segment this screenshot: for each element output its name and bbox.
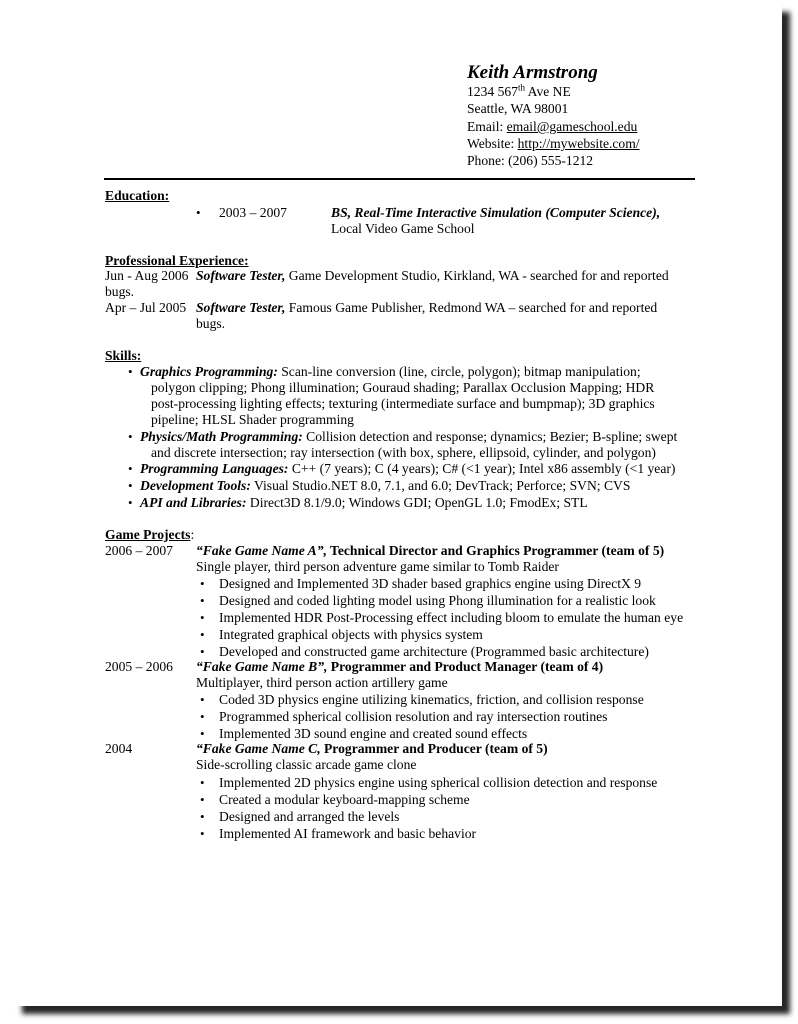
project-summary: Single player, third person adventure game similar to Tomb Raider [196, 559, 559, 574]
bullet: • [128, 364, 133, 379]
skill-graphics-cont: post-processing lighting effects; texturing (intermediate surface and bumpmap); 3D graphics [151, 396, 655, 411]
header-divider [104, 178, 695, 180]
skill-tools: Development Tools: Visual Studio.NET 8.0, 7.1, and 6.0; DevTrack; Perforce; SVN; CVS [140, 478, 631, 493]
education-years: 2003 – 2007 [219, 205, 287, 220]
project-years: 2005 – 2006 [105, 659, 173, 674]
address-line: 1234 567th Ave NE [467, 82, 571, 99]
email-link[interactable]: email@gameschool.edu [506, 119, 638, 134]
bullet: • [200, 775, 205, 790]
project-bullet: Developed and constructed game architecture (Programmed basic architecture) [219, 644, 649, 659]
skill-physics: Physics/Math Programming: Collision detection and response; dynamics; Bezier; B-spline; swept [140, 429, 678, 444]
project-bullet: Implemented HDR Post-Processing effect including bloom to emulate the human eye [219, 610, 684, 625]
job-line: Software Tester, Famous Game Publisher, Redmond WA – searched for and reported [196, 300, 658, 315]
job-line-cont: bugs. [196, 316, 226, 331]
project-bullet: Implemented AI framework and basic behavior [219, 826, 477, 841]
project-summary: Multiplayer, third person action artillery game [196, 675, 448, 690]
project-bullet: Implemented 3D sound engine and created sound effects [219, 726, 528, 741]
experience-heading: Professional Experience: [105, 253, 249, 268]
bullet: • [128, 495, 133, 510]
project-years: 2004 [105, 741, 133, 756]
education-degree: BS, Real-Time Interactive Simulation (Computer Science), [331, 205, 661, 220]
skill-languages: Programming Languages: C++ (7 years); C (4 years); C# (<1 year); Intel x86 assembly (<1 year) [140, 461, 676, 476]
education-school: Local Video Game School [331, 221, 475, 236]
project-title: “Fake Game Name C, Programmer and Producer (team of 5) [196, 741, 548, 756]
project-bullet: Integrated graphical objects with physics system [219, 627, 483, 642]
job-dates: Jun - Aug 2006 [105, 268, 189, 283]
bullet: • [128, 461, 133, 476]
education-heading: Education: [105, 188, 170, 203]
bullet: • [128, 429, 133, 444]
project-bullet: Programmed spherical collision resolution and ray intersection routines [219, 709, 608, 724]
job-line: Software Tester, Game Development Studio, Kirkland, WA - searched for and reported [196, 268, 669, 283]
candidate-name: Keith Armstrong [467, 62, 598, 83]
bullet: • [196, 205, 201, 220]
city-line: Seattle, WA 98001 [467, 101, 569, 116]
skill-graphics-cont: pipeline; HLSL Shader programming [151, 412, 354, 427]
bullet: • [200, 576, 205, 591]
job-dates: Apr – Jul 2005 [105, 300, 187, 315]
bullet: • [200, 692, 205, 707]
project-bullet: Designed and arranged the levels [219, 809, 400, 824]
project-bullet: Coded 3D physics engine utilizing kinematics, friction, and collision response [219, 692, 644, 707]
bullet: • [200, 610, 205, 625]
website-line: Website: http://mywebsite.com/ [467, 136, 640, 151]
project-summary: Side-scrolling classic arcade game clone [196, 757, 417, 772]
project-bullet: Designed and coded lighting model using Phong illumination for a realistic look [219, 593, 656, 608]
bullet: • [200, 809, 205, 824]
bullet: • [200, 826, 205, 841]
skill-graphics: Graphics Programming: Scan-line conversion (line, circle, polygon); bitmap manipulation; [140, 364, 641, 379]
project-bullet: Designed and Implemented 3D shader based graphics engine using DirectX 9 [219, 576, 642, 591]
bullet: • [200, 593, 205, 608]
bullet: • [200, 627, 205, 642]
website-link[interactable]: http://mywebsite.com/ [517, 136, 640, 151]
project-bullet: Implemented 2D physics engine using spherical collision detection and response [219, 775, 658, 790]
project-title: “Fake Game Name A”, Technical Director and Graphics Programmer (team of 5) [196, 543, 665, 558]
bullet: • [200, 726, 205, 741]
skills-heading: Skills: [105, 348, 142, 363]
skill-graphics-cont: polygon clipping; Phong illumination; Gouraud shading; Parallax Occlusion Mapping; HDR [151, 380, 655, 395]
bullet: • [128, 478, 133, 493]
bullet: • [200, 792, 205, 807]
email-line: Email: email@gameschool.edu [467, 119, 638, 134]
job-line-cont: bugs. [105, 284, 135, 299]
projects-heading: Game Projects: [105, 527, 195, 542]
project-years: 2006 – 2007 [105, 543, 173, 558]
skill-api: API and Libraries: Direct3D 8.1/9.0; Windows GDI; OpenGL 1.0; FmodEx; STL [140, 495, 588, 510]
bullet: • [200, 709, 205, 724]
project-title: “Fake Game Name B”, Programmer and Product Manager (team of 4) [196, 659, 604, 674]
project-bullet: Created a modular keyboard-mapping scheme [219, 792, 470, 807]
skill-physics-cont: and discrete intersection; ray intersection (with box, sphere, ellipsoid, cylinder, and polygon) [151, 445, 656, 460]
phone-line: Phone: (206) 555-1212 [467, 153, 594, 168]
bullet: • [200, 644, 205, 659]
